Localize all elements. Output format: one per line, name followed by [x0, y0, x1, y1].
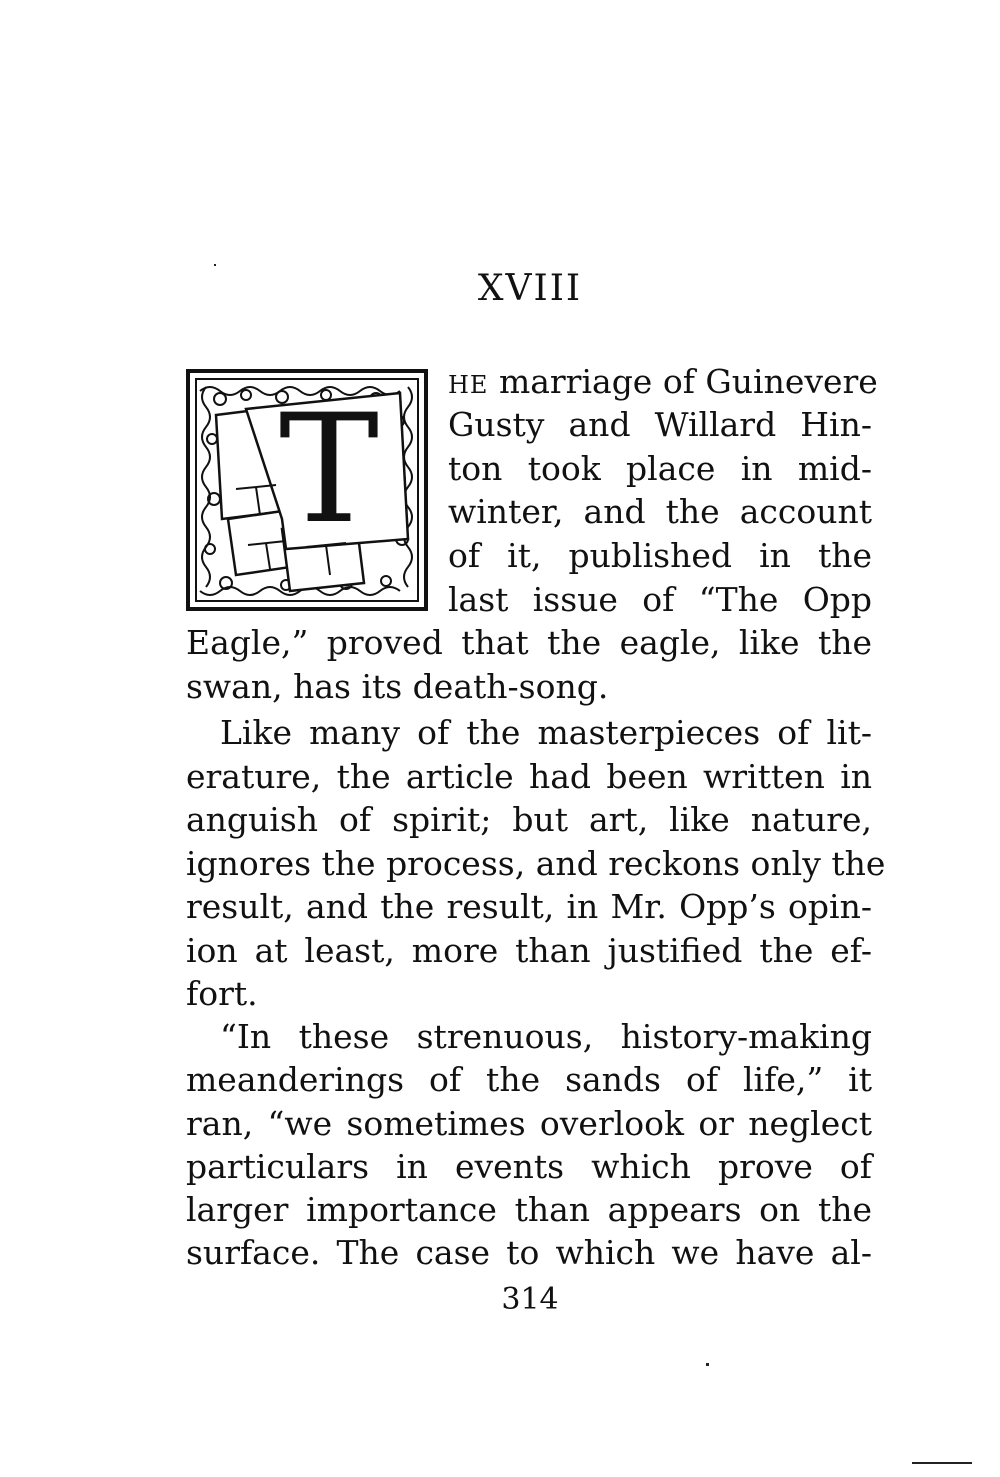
text-line: winter, and the account [448, 492, 872, 531]
text-line: particulars in events which prove of [186, 1147, 872, 1186]
text-line: HE marriage of Guinevere [448, 362, 878, 401]
chapter-heading: XVIII [477, 268, 583, 309]
text-line: erature, the article had been written in [186, 757, 872, 796]
text-line: ton took place in mid- [448, 449, 872, 488]
text-line: ran, “we sometimes overlook or neglect [186, 1104, 872, 1143]
text-line: Gusty and Willard Hin- [448, 405, 872, 444]
text-line: “In these strenuous, history-making [220, 1017, 872, 1056]
scan-speck [706, 1363, 709, 1366]
text-line: Like many of the masterpieces of lit- [220, 713, 872, 752]
drop-cap-letter: T [278, 383, 380, 557]
scan-rule [912, 1462, 972, 1464]
drop-cap-illustration [186, 369, 428, 611]
text-line: result, and the result, in Mr. Opp’s opin- [186, 887, 872, 926]
text-line: swan, has its death-song. [186, 667, 609, 706]
text-line: meanderings of the sands of life,” it [186, 1060, 872, 1099]
small-caps-he: HE [448, 371, 489, 399]
text-line: Eagle,” proved that the eagle, like the [186, 623, 872, 662]
text-line: fort. [186, 974, 258, 1013]
text-line: anguish of spirit; but art, like nature, [186, 800, 872, 839]
scan-speck [214, 264, 216, 266]
page-number: 314 [501, 1282, 559, 1317]
text-line: last issue of “The Opp [448, 580, 872, 619]
text-line: surface. The case to which we have al- [186, 1233, 872, 1272]
text-line: of it, published in the [448, 536, 872, 575]
text-line: ion at least, more than justified the ef- [186, 931, 872, 970]
text-line: larger importance than appears on the [186, 1190, 872, 1229]
text-line: ignores the process, and reckons only the [186, 844, 886, 883]
